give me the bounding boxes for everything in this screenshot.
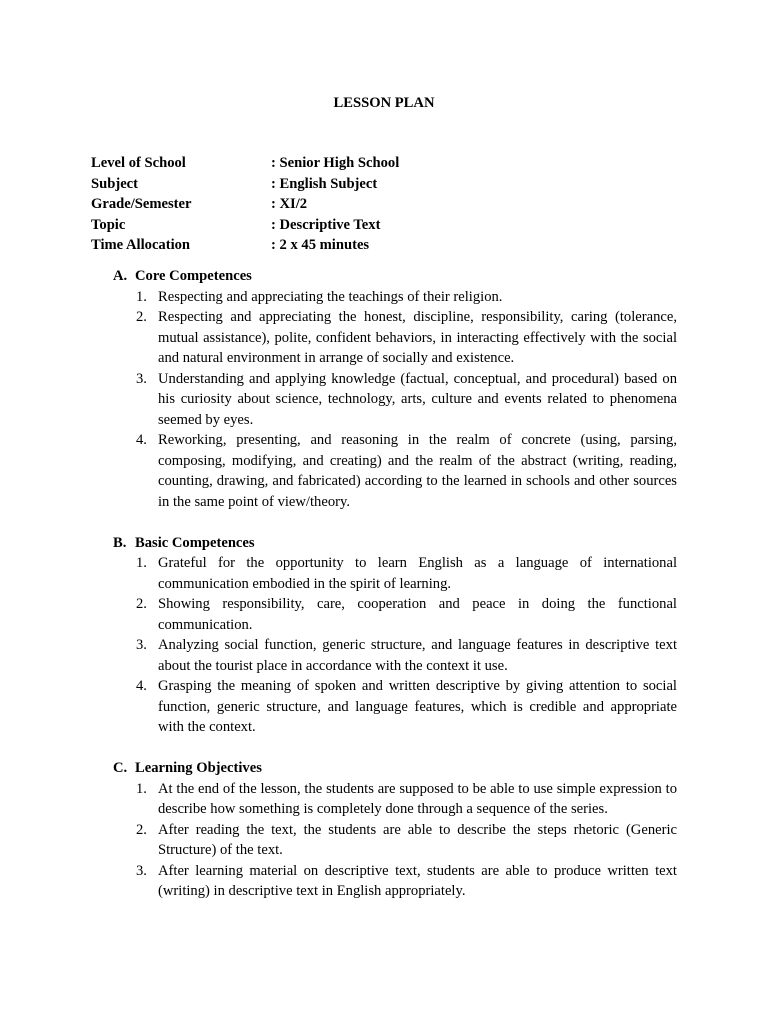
item-number: 1.: [136, 780, 147, 797]
list-item: [0, 287, 768, 308]
item-text: Grasping the meaning of spoken and written descriptive by giving attention to social function, generic structure, and language features, which is credible and appropriate with the context.: [158, 678, 677, 735]
section-letter: C.: [113, 760, 128, 776]
section-heading: [0, 266, 768, 287]
info-value: : XI/2: [271, 196, 308, 212]
info-row-time: [91, 235, 399, 256]
list-item: [0, 430, 768, 512]
item-text: Showing responsibility, care, cooperation and peace in doing the functional communication.: [158, 596, 677, 633]
section-heading: [0, 533, 768, 554]
info-value: : Descriptive Text: [271, 216, 381, 233]
section-learning-objectives: [0, 758, 768, 902]
info-label: Topic: [91, 216, 126, 233]
page-title: LESSON PLAN: [333, 95, 435, 111]
section-letter: A.: [113, 268, 128, 284]
item-number: 3.: [136, 370, 147, 387]
info-row-grade: [91, 194, 399, 215]
item-text: Respecting and appreciating the teachings of their religion.: [158, 288, 503, 305]
section-title: Basic Competences: [135, 534, 255, 551]
section-title: Core Competences: [135, 268, 252, 284]
info-label: Level of School: [91, 155, 186, 171]
info-value: : Senior High School: [271, 155, 400, 171]
info-row-level: [91, 153, 399, 174]
info-row-subject: [91, 174, 399, 195]
item-number: 2.: [136, 596, 147, 612]
item-text: Reworking, presenting, and reasoning in the realm of concrete (using, parsing, composing, modifying, and creating) and the realm of the abstract (writing, reading, counting, drawing, and fabricated) according to the learned in schools and other sources in the same point of view/theory.: [158, 432, 677, 510]
item-text: After learning material on descriptive text, students are able to produce written text (writing) in descriptive text in English appropriately.: [158, 862, 677, 899]
list-item: [0, 594, 768, 635]
list-item: [0, 553, 768, 594]
list-item: [0, 820, 768, 861]
list-item: [0, 307, 768, 369]
list-item: [0, 369, 768, 431]
item-number: 3.: [136, 862, 147, 879]
section-heading: [0, 758, 768, 779]
info-label: Time Allocation: [91, 237, 191, 253]
info-label: Subject: [91, 175, 139, 192]
info-value: : English Subject: [271, 175, 378, 192]
list-item: [0, 635, 768, 676]
item-number: 2.: [136, 309, 147, 325]
item-text: Analyzing social function, generic structure, and language features in descriptive text about the tourist place in accordance with the context it use.: [158, 637, 677, 674]
list-item: [0, 676, 768, 738]
info-row-topic: [91, 215, 399, 236]
list-item: [0, 861, 768, 902]
section-title: Learning Objectives: [135, 760, 262, 776]
item-list: [0, 779, 768, 902]
item-list: [0, 553, 768, 738]
section-basic-competences: [0, 533, 768, 738]
item-number: 3.: [136, 637, 147, 653]
info-label: Grade/Semester: [91, 196, 192, 212]
item-text: Grateful for the opportunity to learn English as a language of international communication embodied in the spirit of learning.: [158, 555, 677, 592]
section-letter: B.: [113, 534, 127, 551]
sections: [0, 266, 768, 922]
list-item: [0, 779, 768, 820]
info-table: [91, 153, 399, 256]
item-number: 1.: [136, 288, 147, 305]
item-number: 2.: [136, 821, 147, 838]
item-number: 4.: [136, 678, 147, 694]
item-text: After reading the text, the students are able to describe the steps rhetoric (Generic Structure) of the text.: [158, 821, 677, 858]
info-value: : 2 x 45 minutes: [271, 237, 370, 253]
section-core-competences: [0, 266, 768, 512]
item-text: At the end of the lesson, the students are supposed to be able to use simple expression to describe how something is completely done through a sequence of the series.: [158, 780, 677, 817]
item-text: Understanding and applying knowledge (factual, conceptual, and procedural) based on his curiosity about science, technology, arts, culture and events related to phenomena seemed by eyes.: [158, 370, 677, 428]
item-list: [0, 287, 768, 513]
item-text: Respecting and appreciating the honest, discipline, responsibility, caring (tolerance, mutual assistance), polite, confident behaviors, in interacting effectively with the social and natural environment in arrange of socially and existence.: [158, 309, 677, 366]
item-number: 1.: [136, 555, 147, 571]
item-number: 4.: [136, 432, 147, 448]
